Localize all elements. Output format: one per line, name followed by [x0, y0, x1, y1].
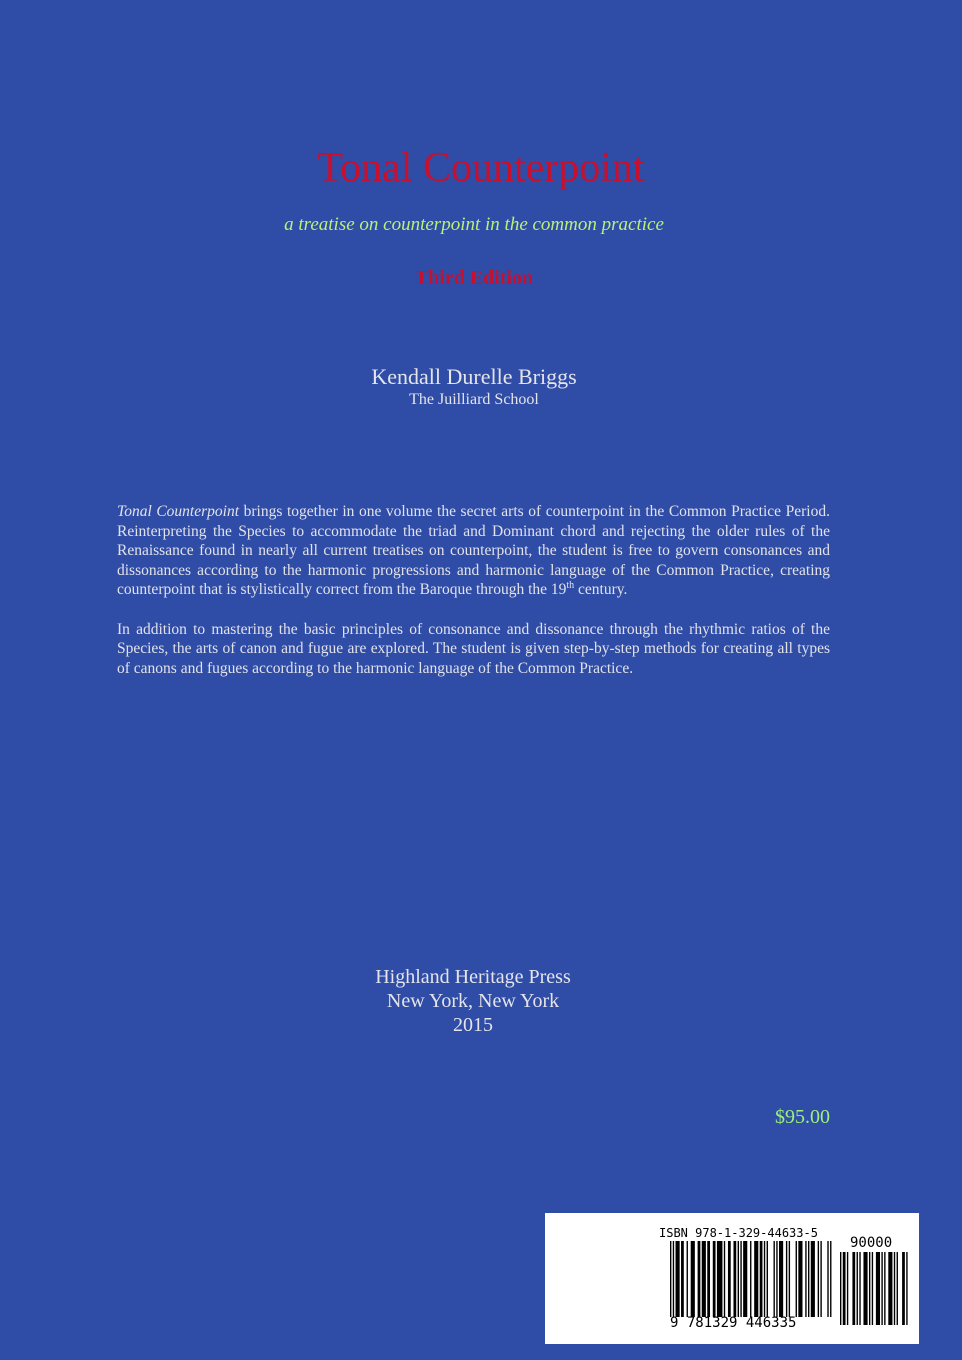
barcode-bar — [827, 1241, 828, 1317]
book-subtitle: a treatise on counterpoint in the common practice — [284, 214, 664, 235]
addon-bar — [863, 1252, 867, 1325]
barcode-bar — [796, 1241, 797, 1317]
addon-bar — [872, 1252, 873, 1325]
barcode-bar — [818, 1241, 819, 1317]
addon-bar — [869, 1252, 870, 1325]
addon-bar — [843, 1252, 846, 1325]
barcode-bar — [750, 1241, 751, 1317]
barcode-bar — [774, 1241, 775, 1317]
addon-bar — [894, 1252, 895, 1325]
addon-bar — [884, 1252, 885, 1325]
barcode-bar — [702, 1241, 706, 1317]
barcode-bar — [776, 1241, 777, 1317]
author-name: Kendall Durelle Briggs — [371, 364, 577, 389]
addon-bar — [902, 1252, 905, 1325]
barcode-bar — [740, 1241, 741, 1317]
barcode-bar — [691, 1241, 695, 1317]
addon-barcode — [840, 1252, 910, 1325]
barcode-bar — [789, 1241, 790, 1317]
blurb-paragraph-1-text: brings together in one volume the secret arts of counterpoint in the Common Practice Period. Reinterpreting the Species to accommodate the triad and Dominant chord and rejecting the older rules of the Renaissance found in nearly all current treatises on counterpoint, the student is free to govern consonances and dissonances according to the harmonic progressions and harmonic language of the Common Practice, creating counterpoint that is stylistically correct from the Baroque through the 19 — [117, 503, 830, 598]
barcode-bar — [713, 1241, 716, 1317]
publisher-name: Highland Heritage Press — [375, 966, 571, 988]
barcode-bar — [676, 1241, 680, 1317]
barcode-bar — [779, 1241, 783, 1317]
book-title: Tonal Counterpoint — [317, 145, 645, 191]
addon-bar — [881, 1252, 882, 1325]
barcode-bar — [830, 1241, 831, 1317]
addon-bar — [840, 1252, 841, 1325]
barcode-bar — [738, 1241, 739, 1317]
addon-bar — [847, 1252, 848, 1325]
author-affiliation: The Juilliard School — [409, 391, 539, 408]
blurb-book-title: Tonal Counterpoint — [117, 503, 240, 520]
ean-digits: 9 781329 446335 — [670, 1315, 797, 1331]
publisher-block — [0, 965, 946, 1037]
addon-bar — [859, 1252, 860, 1325]
barcode-bar — [698, 1241, 701, 1317]
addon-bar — [888, 1252, 892, 1325]
barcode-bar — [728, 1241, 731, 1317]
publication-year: 2015 — [453, 1014, 493, 1036]
barcode-bar — [687, 1241, 688, 1317]
barcode-bar — [767, 1241, 768, 1317]
blurb — [117, 502, 830, 698]
blurb-paragraph-1 — [117, 502, 830, 600]
edition-label: Third Edition — [414, 267, 534, 289]
barcode-bar — [670, 1241, 671, 1317]
barcode-bar — [805, 1241, 806, 1317]
addon-bar — [897, 1252, 898, 1325]
barcode-bar — [764, 1241, 765, 1317]
isbn-label: ISBN 978-1-329-44633-5 — [659, 1226, 818, 1240]
barcode-bar — [754, 1241, 758, 1317]
ean-barcode — [670, 1241, 832, 1317]
barcode-bar — [733, 1241, 736, 1317]
ordinal-suffix: th — [566, 579, 575, 591]
barcode-bar — [798, 1241, 802, 1317]
barcode-bar — [681, 1241, 684, 1317]
addon-bar — [906, 1252, 907, 1325]
barcode-bar — [808, 1241, 809, 1317]
barcode-bar — [820, 1241, 821, 1317]
addon-bar — [857, 1252, 858, 1325]
barcode-bar — [717, 1241, 723, 1317]
barcode-bar — [786, 1241, 787, 1317]
barcode-bar — [743, 1241, 747, 1317]
barcode-panel — [545, 1213, 919, 1344]
addon-digits: 90000 — [850, 1235, 893, 1251]
blurb-paragraph-1-end: century. — [574, 581, 628, 598]
barcode-bar — [760, 1241, 763, 1317]
addon-bar — [852, 1252, 855, 1325]
blurb-paragraph-2: In addition to mastering the basic principles of consonance and dissonance through the rhythmic ratios of the Species, the arts of canon and fugue are explored. The student is given step-by-step methods for creating all types of canons and fugues according to the harmonic language of the Common Practice. — [117, 620, 830, 677]
publisher-location: New York, New York — [386, 990, 560, 1012]
barcode-bar — [673, 1241, 674, 1317]
addon-bar — [876, 1252, 880, 1325]
barcode-bar — [811, 1241, 815, 1317]
barcode-bar — [707, 1241, 710, 1317]
barcode-bar — [724, 1241, 725, 1317]
price: $95.00 — [775, 1106, 830, 1128]
